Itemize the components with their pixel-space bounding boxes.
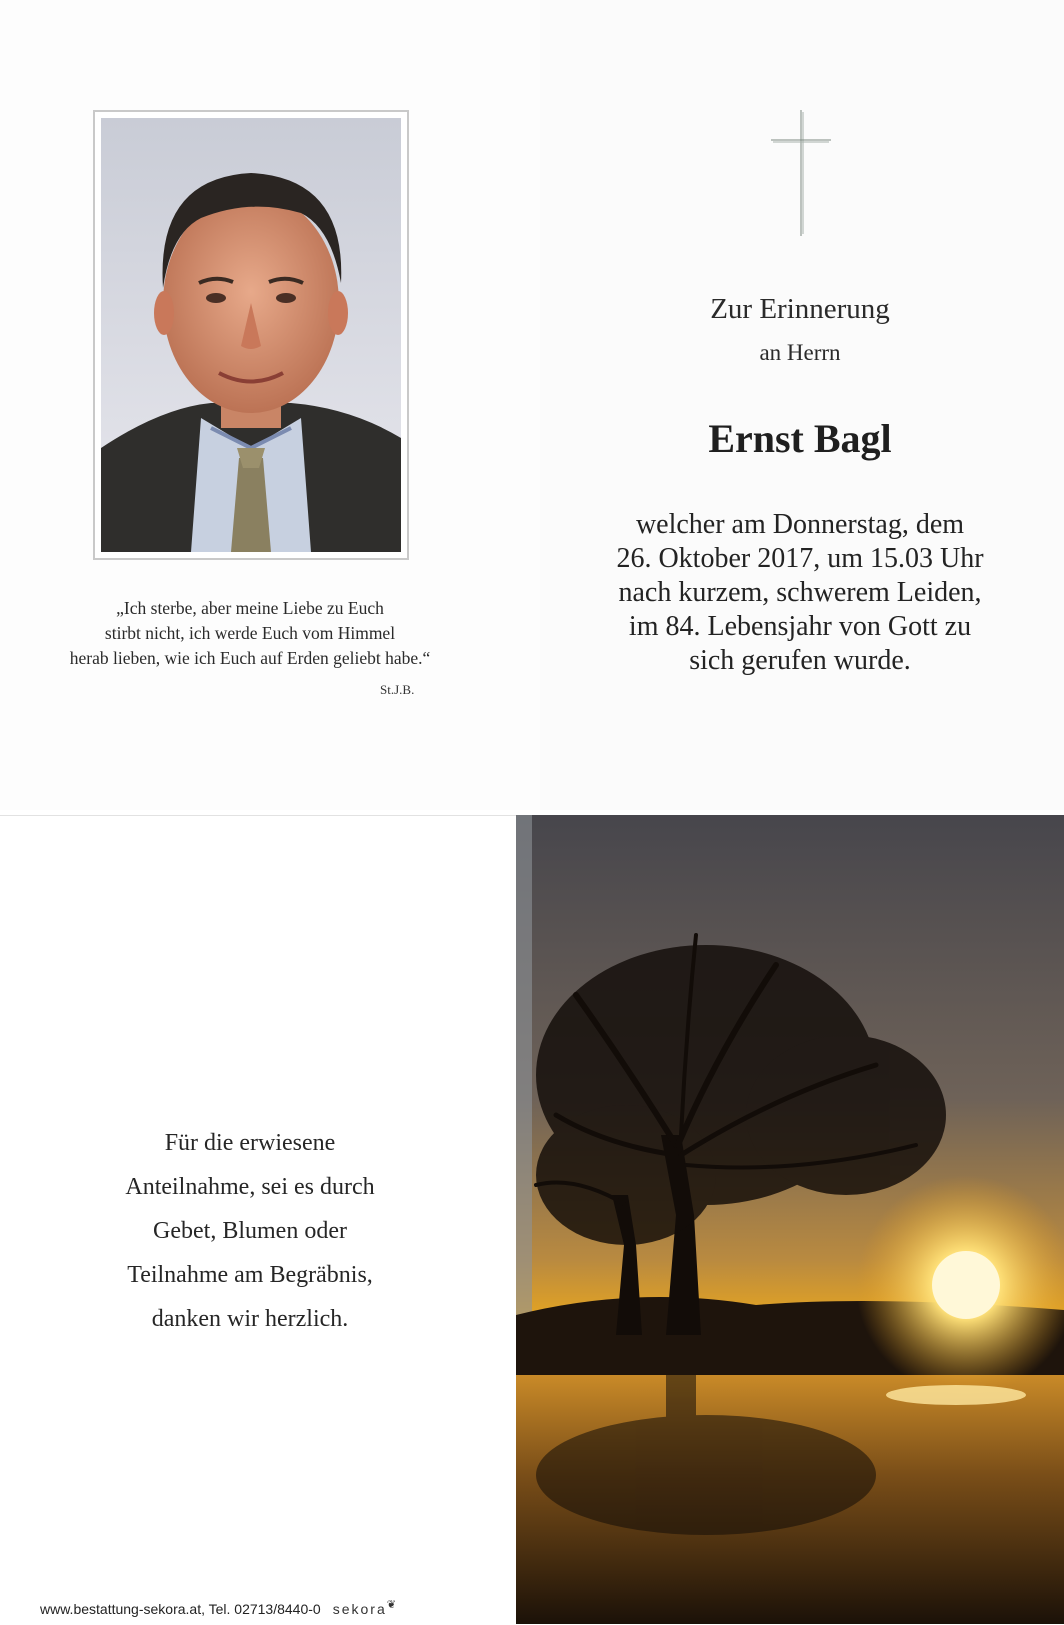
memorial-details <box>570 508 1030 678</box>
quote-source: St.J.B. <box>380 682 415 697</box>
card-back-right <box>516 815 1064 1624</box>
footer-text: www.bestattung-sekora.at, Tel. 02713/8440-0 <box>40 1601 321 1617</box>
deceased-name: Ernst Bagl <box>708 416 892 461</box>
leaf-icon: ❦ <box>386 1599 396 1611</box>
thanks-line: danken wir herzlich. <box>151 1306 349 1332</box>
thanks-line: Gebet, Blumen oder <box>153 1218 347 1244</box>
details-line: welcher am Donnerstag, dem <box>635 509 965 540</box>
portrait-photo <box>101 118 401 552</box>
details-line: im 84. Lebensjahr von Gott zu <box>628 611 972 642</box>
sekora-logo: sekora <box>332 1601 387 1617</box>
sunset-tree-image <box>516 815 1064 1624</box>
memorial-subtitle: an Herrn <box>759 340 841 365</box>
quote <box>30 596 470 671</box>
details-line: 26. Oktober 2017, um 15.03 Uhr <box>616 543 984 574</box>
quote-line: herab lieben, wie ich Euch auf Erden geliebt habe.“ <box>69 648 431 668</box>
details-line: nach kurzem, schwerem Leiden, <box>618 577 982 608</box>
cross-icon <box>771 110 831 236</box>
thanks-line: Für die erwiesene <box>164 1130 336 1156</box>
thanks-text <box>0 1121 500 1341</box>
quote-line: „Ich sterbe, aber meine Liebe zu Euch <box>116 598 384 618</box>
footer <box>40 1598 510 1617</box>
quote-line: stirbt nicht, ich werde Euch vom Himmel <box>104 623 396 643</box>
thanks-line: Teilnahme am Begräbnis, <box>127 1262 373 1288</box>
card-front-left <box>0 0 540 810</box>
thanks-line: Anteilnahme, sei es durch <box>125 1174 375 1200</box>
card-back-left <box>0 815 516 1625</box>
details-line: sich gerufen wurde. <box>689 645 911 676</box>
portrait-frame <box>93 110 409 560</box>
memorial-title: Zur Erinnerung <box>710 293 890 325</box>
